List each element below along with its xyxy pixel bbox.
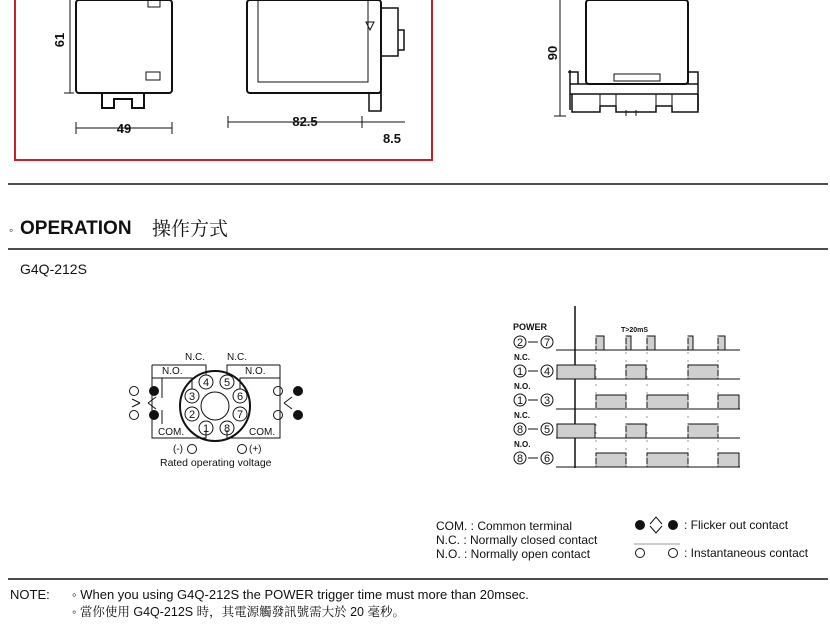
com-right-label: COM. xyxy=(249,427,276,438)
section-title-cn: 操作方式 xyxy=(152,219,229,240)
no-left-label: N.O. xyxy=(162,366,183,377)
row2-b: 4 xyxy=(543,366,551,378)
power-label: POWER xyxy=(513,322,548,332)
row1-a: 2 xyxy=(516,337,524,349)
row5-a: 8 xyxy=(516,453,524,465)
section-bullet: ◦ xyxy=(9,223,14,237)
pin-2: 2 xyxy=(188,409,196,421)
pin-5: 5 xyxy=(223,377,231,389)
row-type-4: N.C. xyxy=(514,411,530,420)
legend-no: N.O. : Normally open contact xyxy=(436,547,591,561)
pin-3: 3 xyxy=(188,391,196,403)
legend-instant: : Instantaneous contact xyxy=(684,546,809,560)
pin-7: 7 xyxy=(236,409,244,421)
plus-terminal-label: (+) xyxy=(249,444,262,455)
section-title: OPERATION xyxy=(20,218,132,239)
pin-8: 8 xyxy=(223,423,231,435)
back-view-body xyxy=(586,0,688,84)
note-label: NOTE: xyxy=(10,587,50,602)
pin-dim-label: 8.5 xyxy=(382,131,402,146)
legend-flicker: : Flicker out contact xyxy=(684,518,789,532)
pin-4: 4 xyxy=(202,377,210,389)
row4-b: 5 xyxy=(543,424,551,436)
row5-b: 6 xyxy=(543,453,551,465)
red-frame xyxy=(15,0,432,160)
rated-voltage-label: Rated operating voltage xyxy=(160,457,272,469)
legend xyxy=(436,517,809,561)
model-label: G4Q-212S xyxy=(20,261,87,277)
row-type-5: N.O. xyxy=(514,440,531,449)
row4-a: 8 xyxy=(516,424,524,436)
no-right-label: N.O. xyxy=(245,366,266,377)
flicker-contact-icon xyxy=(634,517,680,544)
side-view-body xyxy=(247,0,381,93)
com-left-label: COM. xyxy=(158,427,185,438)
row1-b: 7 xyxy=(543,337,551,349)
depth-dim-label: 82.5 xyxy=(292,114,318,129)
wiring-labels xyxy=(158,352,275,469)
row3-b: 3 xyxy=(543,395,551,407)
instantaneous-contact-icon xyxy=(636,549,678,558)
dimension-labels xyxy=(52,33,560,146)
front-view-body xyxy=(76,0,172,93)
pin-1: 1 xyxy=(202,423,210,435)
legend-nc: N.C. : Normally closed contact xyxy=(436,533,598,547)
total-height-dim-label: 90 xyxy=(545,45,560,61)
nc-left-label: N.C. xyxy=(185,352,205,363)
socket-center-hole xyxy=(201,392,229,420)
wiring-diagram xyxy=(130,365,303,454)
row2-a: 1 xyxy=(516,366,524,378)
row-type-2: N.C. xyxy=(514,353,530,362)
width-dim-label: 49 xyxy=(116,121,132,136)
note xyxy=(10,587,529,619)
minus-terminal-label: (-) xyxy=(173,444,183,455)
row3-a: 1 xyxy=(516,395,524,407)
pulse-width-note: T>20mS xyxy=(621,327,649,334)
height-dim-label: 61 xyxy=(52,32,67,48)
legend-com: COM. : Common terminal xyxy=(436,519,573,533)
nc-right-label: N.C. xyxy=(227,352,247,363)
pin-6: 6 xyxy=(236,391,244,403)
dimension-drawing xyxy=(15,0,698,160)
row-type-3: N.O. xyxy=(514,382,531,391)
note-line-1: ◦ When you using G4Q-212S the POWER trigger time must more than 20msec. xyxy=(72,587,529,602)
note-line-2: ◦ 當你使用 G4Q-212S 時，其電源觸發訊號需大於 20 毫秒。 xyxy=(72,605,405,619)
